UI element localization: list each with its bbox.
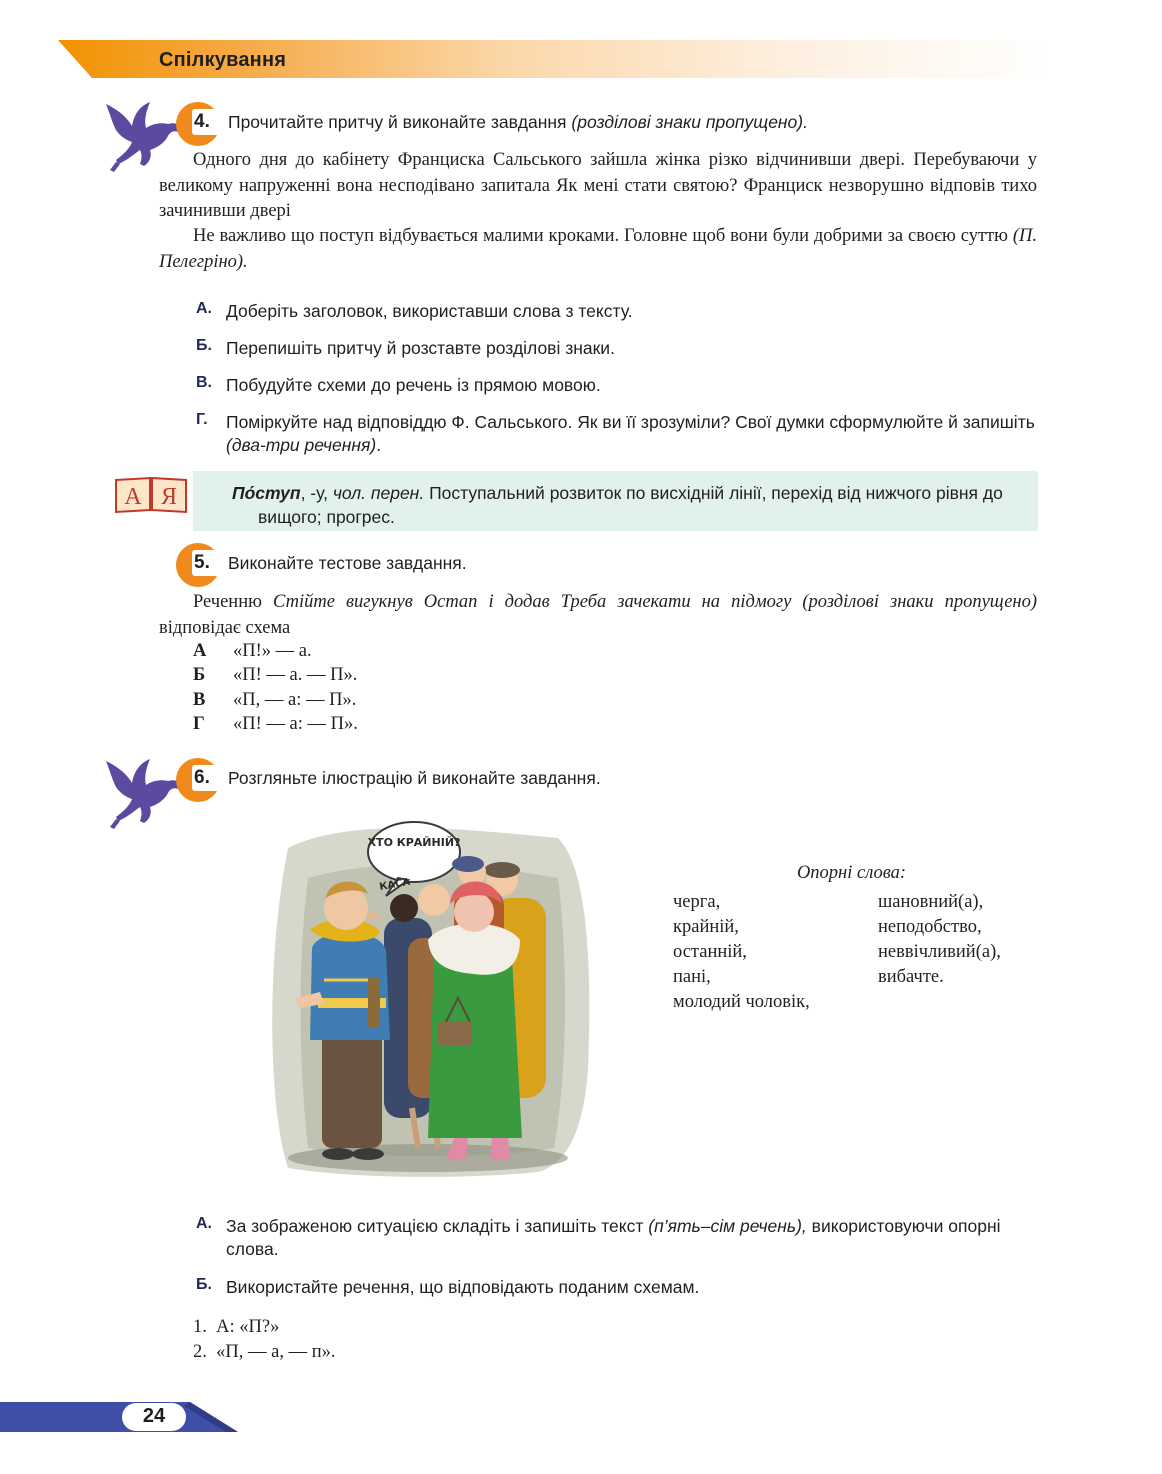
parable-paragraph-2: Не важливо що поступ відбувається малими кроками. Головне щоб вони були добрими за своєю суттю (П. Пелегріно). bbox=[159, 226, 1038, 272]
support-word: неподобство, bbox=[878, 917, 982, 937]
speech-bubble-text: ХТО КРАЙНІЙ? bbox=[367, 836, 461, 849]
dictionary-entry: По́ступ, -у, чол. перен. Поступальний розвиток по висхідній лінії, перехід від нижчого рівня до вищого; прогрес. bbox=[232, 483, 1003, 527]
exercise-6-number: 6. bbox=[194, 767, 210, 788]
parable-paragraph-1: Одного дня до кабінету Франциска Сальського зайшла жінка різко відчинивши двері. Перебуваючи у великому напруженні вона несподівано запитала Як мені стати святою? Франциск незворушно відповів тихо зачинивши двері bbox=[159, 150, 1037, 221]
subtask-b: Б. Перепишіть притчу й розставте розділові знаки. bbox=[196, 337, 615, 358]
support-words-title: Опорні слова: bbox=[796, 863, 907, 883]
dictionary-book-icon bbox=[114, 474, 188, 514]
page-number-tab bbox=[0, 1402, 240, 1432]
support-word: черга, bbox=[673, 892, 721, 912]
exercise-5-instruction: Виконайте тестове завдання. bbox=[228, 553, 467, 573]
test-option-g: Г «П! — а: — П». bbox=[193, 714, 358, 734]
dictionary-icon-letter-a: А bbox=[124, 484, 142, 510]
pegasus-icon bbox=[104, 757, 188, 829]
support-words-column-1 bbox=[673, 890, 810, 1015]
test-option-v: В «П, — а: — П». bbox=[193, 690, 357, 710]
test-option-b: Б «П! — а. — П». bbox=[193, 665, 358, 685]
subtask-v: В. Побудуйте схеми до речень із прямою мовою. bbox=[196, 374, 601, 395]
support-word: неввічливий(а), bbox=[878, 942, 1001, 962]
support-word: останній, bbox=[673, 942, 747, 962]
scheme-item: 2. «П, — а, — п». bbox=[193, 1342, 336, 1362]
cashier-sign-text: КАСА bbox=[378, 876, 412, 893]
exercise-5-number: 5. bbox=[194, 552, 210, 573]
support-word: вибачте. bbox=[878, 967, 944, 987]
test-option-a: А «П!» — а. bbox=[193, 641, 312, 661]
section-title: Спілкування bbox=[159, 49, 287, 71]
ex6-subtask-b: Б. Використайте речення, що відповідають поданим схемам. bbox=[196, 1276, 700, 1297]
scheme-item: 1. А: «П?» bbox=[193, 1317, 280, 1337]
ex6-subtask-a: А. За зображеною ситуацією складіть і запишіть текст (п’ять–сім речень), використовуючи опорні слова. bbox=[196, 1215, 1001, 1259]
exercise-4-number: 4. bbox=[194, 111, 210, 132]
support-word: молодий чоловік, bbox=[673, 992, 810, 1012]
page-number: 24 bbox=[142, 1405, 166, 1427]
support-word: крайній, bbox=[673, 917, 739, 937]
subtask-g: Г. Поміркуйте над відповіддю Ф. Сальського. Як ви її зрозуміли? Свої думки сформулюйте й запишіть (два-три речення). bbox=[196, 411, 1035, 455]
test-question: Реченню Стійте вигукнув Остап і додав Треба зачекати на підмогу (розділові знаки пропущено) відповідає схема bbox=[159, 592, 1038, 638]
scheme-list bbox=[193, 1315, 335, 1365]
support-words-column-2 bbox=[878, 890, 1001, 990]
support-word: шановний(а), bbox=[878, 892, 984, 912]
queue-illustration bbox=[258, 808, 600, 1182]
dictionary-icon-letter-ya: Я bbox=[160, 484, 178, 510]
exercise-6-instruction: Розгляньте ілюстрацію й виконайте завдання. bbox=[228, 768, 601, 788]
exercise-4-instruction: Прочитайте притчу й виконайте завдання (розділові знаки пропущено). bbox=[228, 112, 808, 132]
support-word: пані, bbox=[673, 967, 711, 987]
subtask-a: А. Доберіть заголовок, використавши слова з тексту. bbox=[196, 300, 633, 321]
